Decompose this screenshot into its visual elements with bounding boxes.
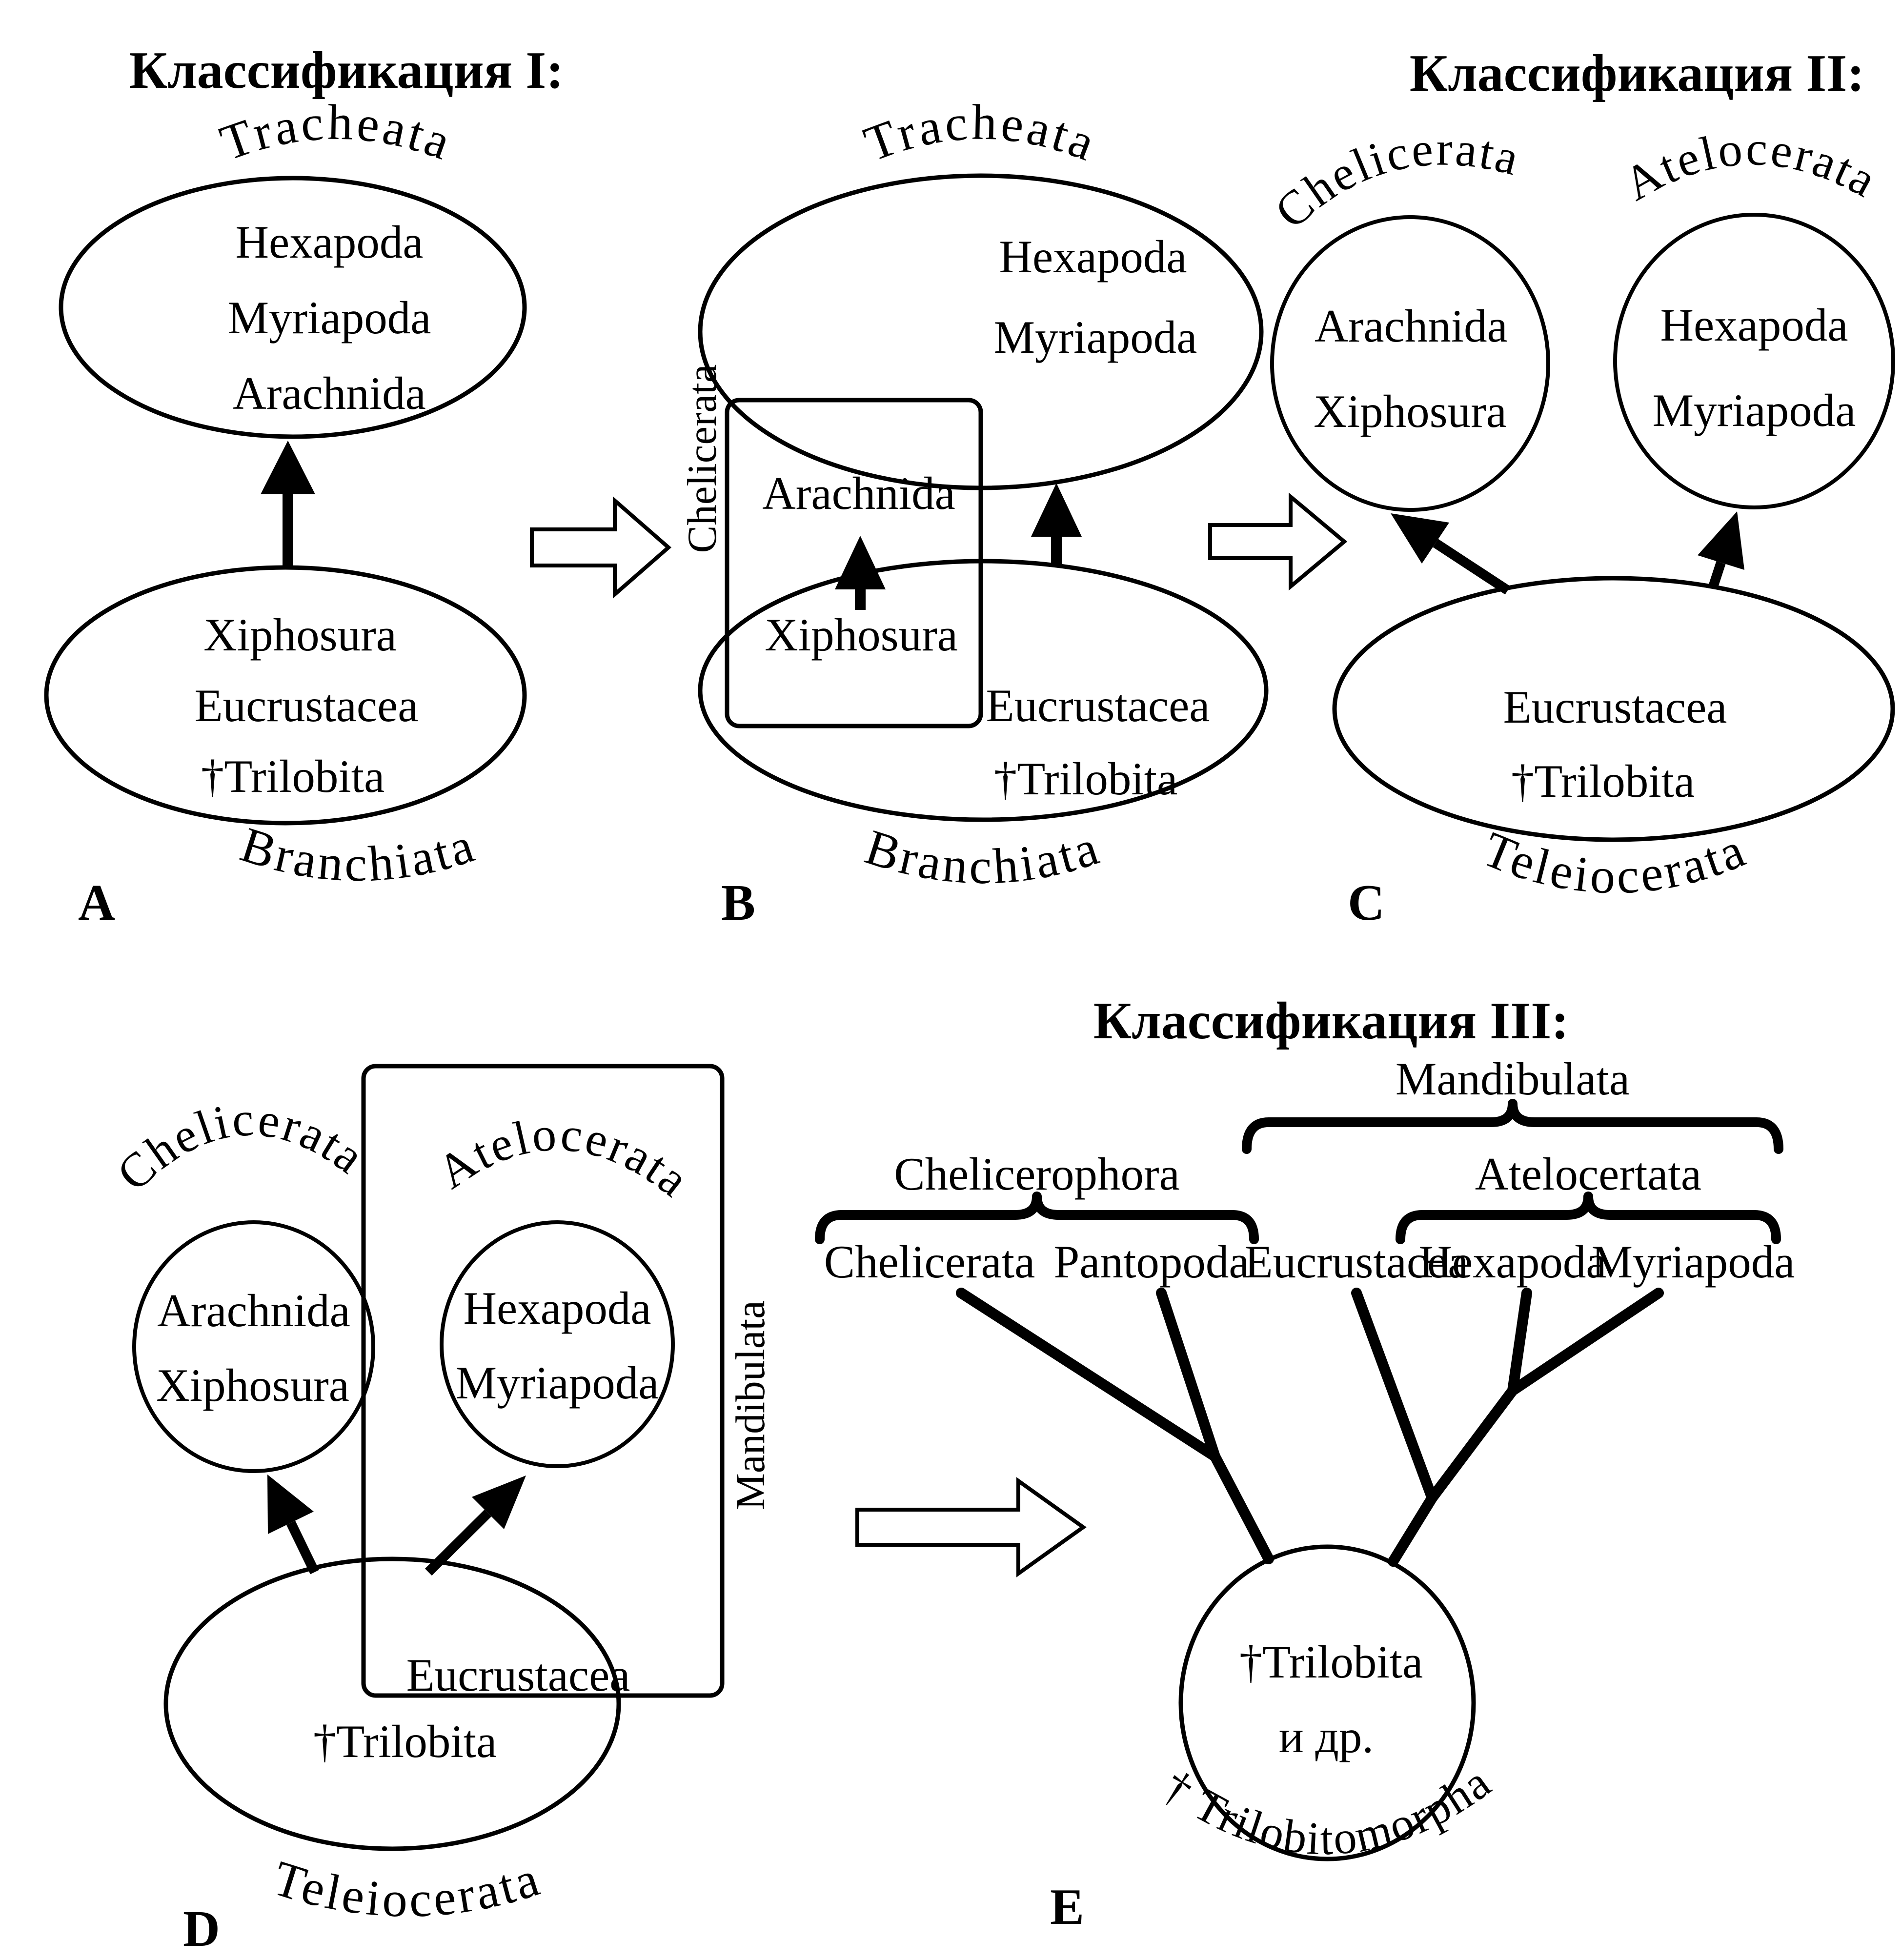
panel-a-title: Классификация I: bbox=[129, 41, 564, 100]
taxon-label: Eucrustacea bbox=[1244, 1236, 1469, 1288]
teleiocerata-arch-label-d: Teleiocerata bbox=[266, 1850, 548, 1928]
transition-arrow-2 bbox=[1210, 497, 1344, 586]
tracheata-arch-label-a: Tracheata bbox=[213, 94, 461, 172]
mandibulata-group-label: Mandibulata bbox=[1395, 1053, 1630, 1105]
branchiata-arch-label-b: Branchiata bbox=[859, 819, 1108, 895]
taxon-label: Arachnida bbox=[233, 367, 426, 419]
taxon-label: Xiphosura bbox=[1314, 385, 1507, 437]
branchiata-arch-label-a: Branchiata bbox=[234, 816, 483, 892]
panel-b bbox=[679, 95, 1266, 931]
chelicerata-circle-d bbox=[134, 1222, 373, 1471]
taxon-label: †Trilobita bbox=[1239, 1636, 1423, 1688]
taxon-label: Arachnida bbox=[1315, 300, 1508, 352]
atelocertata-group-label: Atelocertata bbox=[1475, 1148, 1702, 1200]
atelocerata-arch-label-d: Atelocerata bbox=[428, 1107, 700, 1208]
branch-mandibulata-stem bbox=[1393, 1498, 1432, 1561]
branch-chelicerophora-stem bbox=[1215, 1456, 1269, 1559]
evolution-arrow-b-outer bbox=[1031, 483, 1082, 565]
taxon-label: Hexapoda bbox=[1418, 1236, 1607, 1288]
taxon-label: Eucrustacea bbox=[986, 680, 1210, 731]
taxon-label: Myriapoda bbox=[993, 311, 1197, 363]
teleiocerata-ellipse-d bbox=[166, 1559, 619, 1849]
transition-arrow-3 bbox=[857, 1481, 1083, 1574]
chelicerata-box-label-b: Chelicerata bbox=[679, 364, 725, 553]
evolution-arrow-d-right bbox=[428, 1475, 526, 1572]
panel-c bbox=[1265, 44, 1893, 931]
arrow-head bbox=[1391, 513, 1449, 564]
taxon-label: Hexapoda bbox=[999, 231, 1187, 283]
taxon-label: Chelicerata bbox=[824, 1236, 1035, 1288]
panel-letter-c: C bbox=[1348, 874, 1385, 931]
panel-letter-b: B bbox=[721, 874, 756, 931]
evolution-arrow-c-right bbox=[1698, 511, 1744, 588]
taxon-label: †Trilobita bbox=[993, 753, 1178, 805]
evolution-arrow-a bbox=[261, 441, 315, 566]
evolution-arrow-d-left bbox=[267, 1475, 315, 1572]
panel-letter-a: A bbox=[78, 874, 115, 931]
panel-a bbox=[46, 41, 564, 931]
chelicerata-circle-c bbox=[1272, 217, 1548, 510]
panel-letter-e: E bbox=[1050, 1878, 1085, 1935]
panel-e-title: Классификация III: bbox=[1093, 992, 1569, 1050]
panel-c-title: Классификация II: bbox=[1409, 44, 1865, 102]
panel-d bbox=[107, 1066, 773, 1957]
arrow-shaft bbox=[1713, 563, 1721, 588]
taxon-label: Eucrustacea bbox=[1503, 681, 1727, 733]
taxon-label: Myriapoda bbox=[227, 292, 431, 344]
arrow-shaft bbox=[1436, 543, 1508, 590]
atelocerata-arch-label-c: Atelocerata bbox=[1615, 121, 1886, 211]
branch-atelocertata-stem bbox=[1432, 1391, 1513, 1498]
tracheata-arch-label-b: Tracheata bbox=[857, 94, 1105, 173]
taxon-label: Myriapoda bbox=[1591, 1236, 1795, 1288]
atelocertata-brace bbox=[1400, 1196, 1776, 1239]
taxon-label: Arachnida bbox=[762, 467, 955, 519]
mandibulata-box-label-d: Mandibulata bbox=[728, 1300, 773, 1510]
arrow-head bbox=[261, 441, 315, 494]
taxon-label: Myriapoda bbox=[455, 1357, 659, 1409]
taxon-label: †Trilobita bbox=[313, 1716, 497, 1767]
teleiocerata-arch-label-c: Teleiocerata bbox=[1475, 821, 1755, 905]
taxon-label: †Trilobita bbox=[201, 750, 385, 802]
atelocerata-circle-c bbox=[1615, 215, 1893, 507]
atelocerata-circle-d bbox=[442, 1222, 673, 1466]
mandibulata-brace bbox=[1247, 1104, 1779, 1149]
taxon-label: Hexapoda bbox=[1660, 299, 1848, 351]
taxon-label: Hexapoda bbox=[463, 1282, 651, 1334]
branch-hexapoda bbox=[1513, 1293, 1527, 1391]
branch-eucrustacea bbox=[1356, 1293, 1432, 1498]
taxon-label: Myriapoda bbox=[1652, 384, 1856, 436]
arrow-head bbox=[1698, 511, 1744, 570]
panel-letter-d: D bbox=[183, 1900, 220, 1957]
branch-chelicerata bbox=[961, 1293, 1215, 1456]
chelicerata-arch-label-d: Chelicerata bbox=[107, 1092, 375, 1201]
arrow-shaft bbox=[291, 1523, 315, 1572]
evolution-arrow-c-left bbox=[1391, 513, 1508, 590]
branch-myriapoda bbox=[1513, 1293, 1659, 1391]
chelicerophora-group-label: Chelicerophora bbox=[894, 1148, 1180, 1200]
taxon-label: Eucrustacea bbox=[406, 1649, 630, 1701]
trilobitomorpha-arch-label-e: † Trilobitomorpha bbox=[1154, 1755, 1501, 1865]
transition-arrow-1 bbox=[532, 501, 668, 594]
taxon-label: Eucrustacea bbox=[194, 680, 419, 731]
panel-e bbox=[820, 992, 1795, 1935]
taxon-label: Xiphosura bbox=[203, 609, 397, 661]
arrow-head bbox=[835, 536, 886, 589]
chelicerophora-brace bbox=[820, 1196, 1254, 1239]
taxon-label: Pantopoda bbox=[1053, 1236, 1250, 1288]
taxon-label: Xiphosura bbox=[156, 1359, 349, 1411]
taxon-label: Arachnida bbox=[157, 1285, 350, 1336]
taxon-label: и др. bbox=[1278, 1711, 1374, 1762]
arrow-head bbox=[1031, 483, 1082, 537]
taxon-label: Hexapoda bbox=[235, 216, 424, 268]
chelicerata-arch-label-c: Chelicerata bbox=[1265, 122, 1526, 239]
taxon-label: Xiphosura bbox=[765, 609, 958, 661]
taxon-label: †Trilobita bbox=[1511, 755, 1695, 807]
